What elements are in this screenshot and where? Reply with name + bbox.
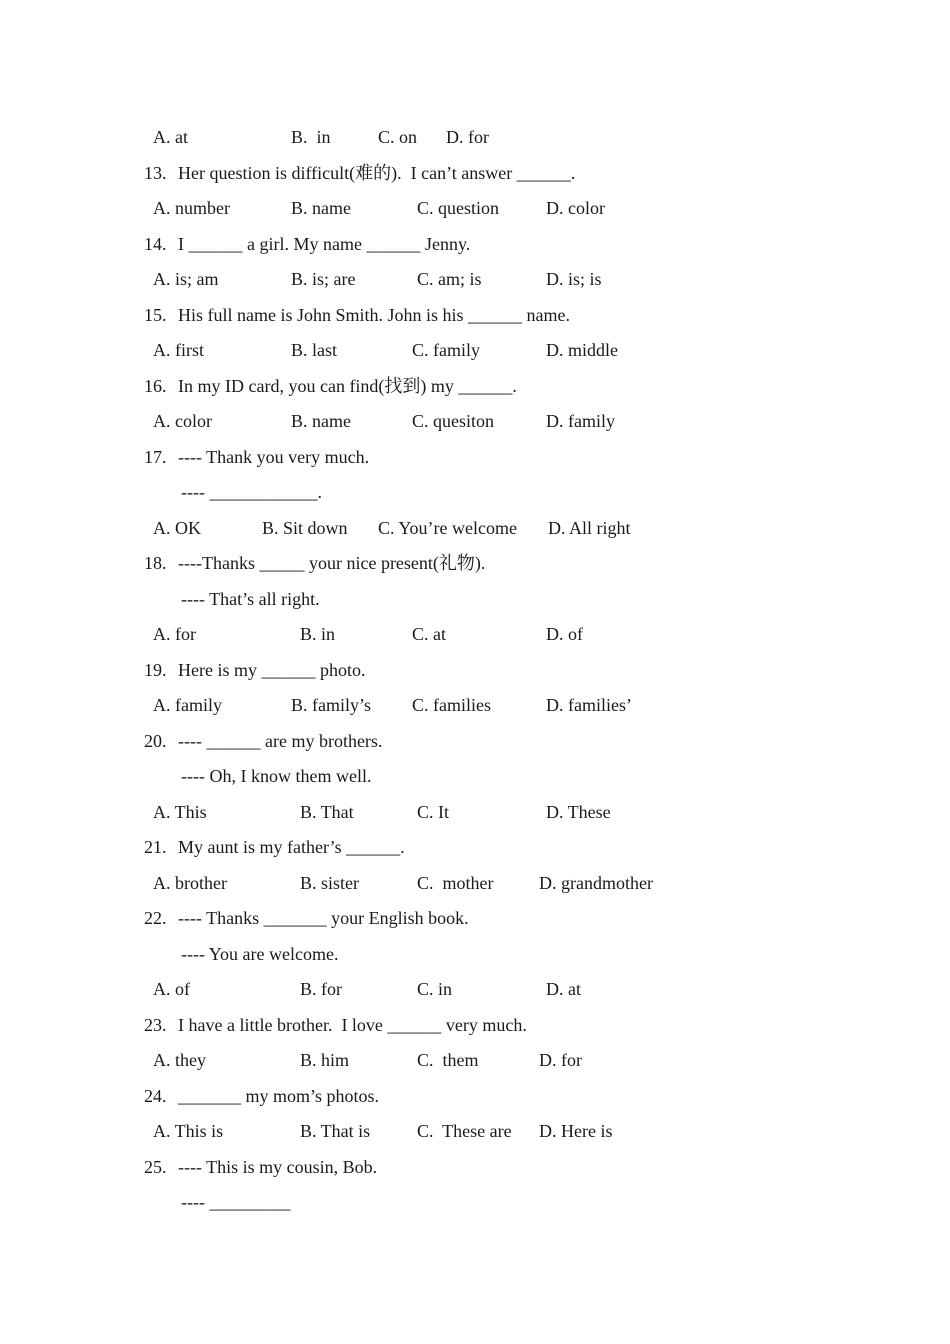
- q17-number: 17.: [144, 446, 167, 467]
- q20-options-choice-c: C. It: [417, 801, 450, 822]
- q20-options-choice-a: A. This: [153, 801, 207, 822]
- q13-options-choice-d: D. color: [546, 198, 605, 218]
- q19-options-choice-b: B. family’s: [291, 695, 371, 715]
- q19-number: 19.: [144, 659, 167, 680]
- q17-text: ---- Thank you very much.: [178, 446, 370, 467]
- q17-options-choice-a: A. OK: [153, 517, 201, 538]
- q17-options-choice-d: D. All right: [548, 517, 631, 538]
- q24-options-choice-b: B. That is: [300, 1121, 371, 1141]
- q25-number: 25.: [144, 1156, 167, 1177]
- q13-text: Her question is difficult(难的). I can’t answer ______.: [178, 162, 576, 183]
- q21-options-choice-d: D. grandmother: [539, 872, 653, 893]
- q12-options-choice-b: B. in: [291, 127, 331, 147]
- q18-options-choice-a: A. for: [153, 624, 196, 644]
- q14-number: 14.: [144, 233, 167, 254]
- q14-text: I ______ a girl. My name ______ Jenny.: [178, 233, 471, 254]
- q22-options-choice-d: D. at: [546, 979, 581, 999]
- q21-options-choice-a: A. brother: [153, 872, 227, 893]
- q25-reply: ---- _________: [181, 1192, 291, 1212]
- q15-options-choice-b: B. last: [291, 340, 338, 360]
- q24-number: 24.: [144, 1085, 167, 1106]
- q21-number: 21.: [144, 837, 167, 857]
- q15-options-choice-c: C. family: [412, 340, 480, 360]
- q22-number: 22.: [144, 908, 167, 928]
- q19-options-choice-c: C. families: [412, 695, 491, 715]
- q15-options-choice-a: A. first: [153, 340, 204, 360]
- q14-options-choice-b: B. is; are: [291, 269, 356, 289]
- q13-options-choice-a: A. number: [153, 198, 230, 218]
- q14-options-choice-d: D. is; is: [546, 269, 602, 289]
- q19-options-choice-a: A. family: [153, 695, 222, 715]
- q20-options-choice-b: B. That: [300, 801, 354, 822]
- q21-text: My aunt is my father’s ______.: [178, 837, 405, 857]
- q23-options-choice-d: D. for: [539, 1050, 582, 1070]
- q14-options-choice-a: A. is; am: [153, 269, 219, 289]
- q21-options-choice-c: C. mother: [417, 872, 494, 893]
- q16-text: In my ID card, you can find(找到) my ______.: [178, 375, 517, 396]
- q21-options-choice-b: B. sister: [300, 872, 360, 893]
- q17-reply: ---- ____________.: [181, 482, 322, 502]
- q20-number: 20.: [144, 730, 167, 751]
- q13-options-choice-c: C. question: [417, 198, 500, 218]
- q18-text: ----Thanks _____ your nice present(礼物).: [178, 553, 486, 573]
- q23-options-choice-b: B. him: [300, 1050, 350, 1070]
- q19-text: Here is my ______ photo.: [178, 659, 366, 680]
- q13-options-choice-b: B. name: [291, 198, 351, 218]
- q16-options-choice-b: B. name: [291, 411, 351, 431]
- q22-options-choice-b: B. for: [300, 979, 342, 999]
- q16-number: 16.: [144, 375, 167, 396]
- q22-text: ---- Thanks _______ your English book.: [178, 908, 469, 928]
- q12-options-choice-c: C. on: [378, 127, 418, 147]
- q14-options-choice-c: C. am; is: [417, 269, 482, 289]
- q18-options-choice-d: D. of: [546, 624, 583, 644]
- q17-options-choice-b: B. Sit down: [262, 517, 348, 538]
- q24-options-choice-c: C. These are: [417, 1121, 512, 1141]
- q13-number: 13.: [144, 162, 167, 183]
- q15-number: 15.: [144, 304, 167, 325]
- q18-options-choice-b: B. in: [300, 624, 336, 644]
- q15-text: His full name is John Smith. John is his ______ name.: [178, 304, 571, 325]
- q16-options-choice-d: D. family: [546, 411, 615, 431]
- q19-options-choice-d: D. families’: [546, 695, 632, 715]
- q23-options-choice-a: A. they: [153, 1050, 206, 1070]
- q23-options-choice-c: C. them: [417, 1050, 479, 1070]
- q18-number: 18.: [144, 553, 167, 573]
- q12-options-choice-d: D. for: [446, 127, 489, 147]
- q22-options-choice-c: C. in: [417, 979, 453, 999]
- q22-options-choice-a: A. of: [153, 979, 190, 999]
- q22-reply: ---- You are welcome.: [181, 943, 339, 964]
- q15-options-choice-d: D. middle: [546, 340, 618, 360]
- q16-options-choice-a: A. color: [153, 411, 212, 431]
- q18-options-choice-c: C. at: [412, 624, 446, 644]
- q12-options-choice-a: A. at: [153, 127, 188, 147]
- q24-options-choice-a: A. This is: [153, 1121, 224, 1141]
- q24-options-choice-d: D. Here is: [539, 1121, 613, 1141]
- q25-text: ---- This is my cousin, Bob.: [178, 1156, 378, 1177]
- q20-options-choice-d: D. These: [546, 801, 611, 822]
- q18-reply: ---- That’s all right.: [181, 588, 320, 609]
- q20-text: ---- ______ are my brothers.: [178, 730, 383, 751]
- q23-text: I have a little brother. I love ______ very much.: [178, 1014, 527, 1035]
- q24-text: _______ my mom’s photos.: [178, 1085, 380, 1106]
- q23-number: 23.: [144, 1014, 167, 1035]
- q17-options-choice-c: C. You’re welcome: [378, 517, 517, 538]
- q20-reply: ---- Oh, I know them well.: [181, 766, 372, 786]
- q16-options-choice-c: C. quesiton: [412, 411, 495, 431]
